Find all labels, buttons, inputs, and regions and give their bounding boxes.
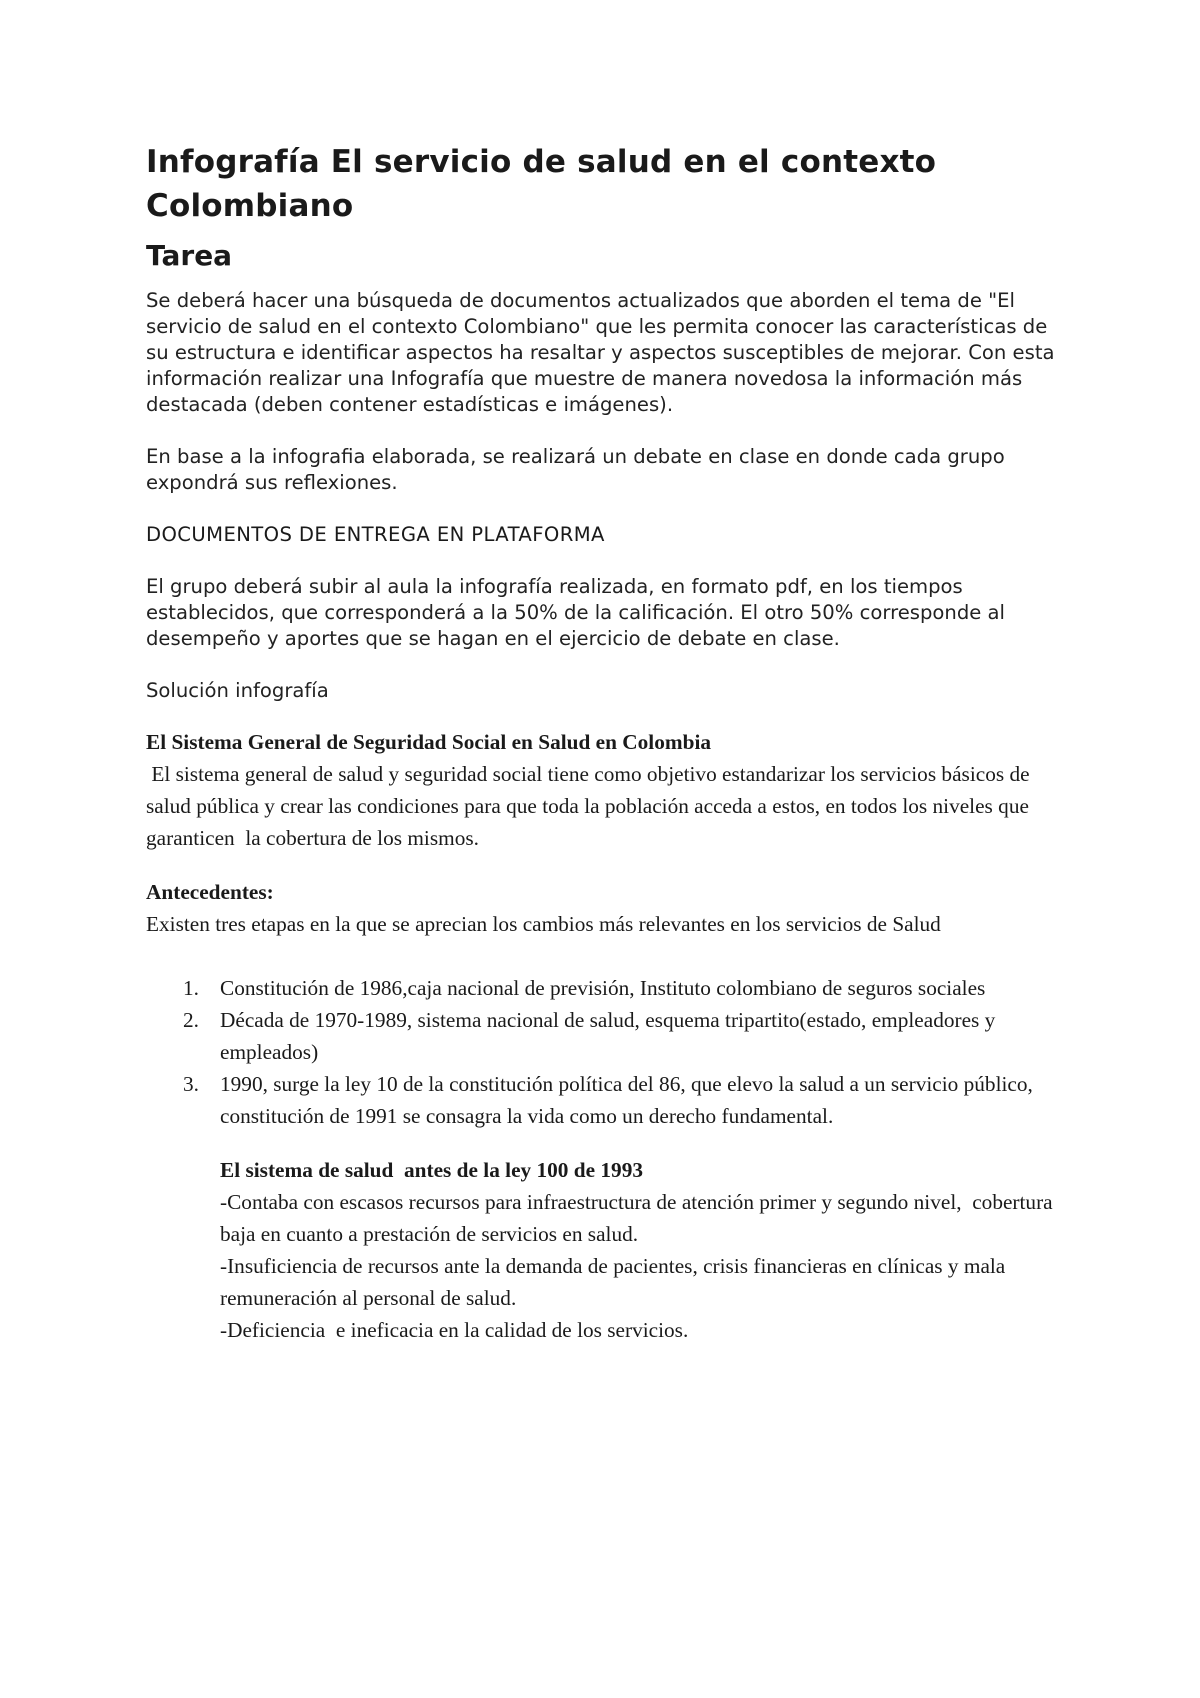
intro-paragraph: Se deberá hacer una búsqueda de documentos actualizados que aborden el tema de "El servicio de salud en el contexto Colombiano" que les permita conocer las características de su estructura e identificar aspectos ha resaltar y aspectos susceptibles de mejorar. Con esta información realizar una Infografía que muestre de manera novedosa la información más destacada (deben contener estadísticas e imágenes). — [146, 289, 1055, 416]
before-law-point: -Deficiencia e ineficacia en la calidad de los servicios. — [220, 1318, 689, 1342]
list-item — [146, 1068, 1076, 1132]
stages-list — [146, 972, 1076, 1132]
document-page — [146, 140, 1076, 1346]
task-heading: Tarea — [146, 239, 233, 272]
list-item-number: 2. — [183, 1008, 199, 1032]
before-law-point: -Insuficiencia de recursos ante la demanda de pacientes, crisis financieras en clínicas y mala remuneración al personal de salud. — [220, 1254, 1006, 1310]
background-heading: Antecedentes: — [146, 880, 274, 904]
delivery-paragraph: El grupo deberá subir al aula la infografía realizada, en formato pdf, en los tiempos establecidos, que corresponderá a la 50% de la calificación. El otro 50% corresponde al desempeño y aportes que se hagan en el ejercicio de debate en clase. — [146, 575, 1005, 650]
background-paragraph: Existen tres etapas en la que se aprecian los cambios más relevantes en los servicios de Salud — [146, 912, 941, 936]
document-title: Infografía El servicio de salud en el contexto Colombiano — [146, 144, 937, 224]
list-item-text: 1990, surge la ley 10 de la constitución política del 86, que elevo la salud a un servicio público, constitución de 1991 se consagra la vida como un derecho fundamental. — [220, 1072, 1033, 1128]
debate-paragraph: En base a la infografia elaborada, se realizará un debate en clase en donde cada grupo expondrá sus reflexiones. — [146, 445, 1005, 494]
solution-label: Solución infografía — [146, 679, 329, 702]
before-law-point: -Contaba con escasos recursos para infraestructura de atención primer y segundo nivel, cobertura baja en cuanto a prestación de servicios en salud. — [220, 1190, 1058, 1246]
list-item-number: 3. — [183, 1072, 199, 1096]
system-paragraph: El sistema general de salud y seguridad social tiene como objetivo estandarizar los servicios básicos de salud pública y crear las condiciones para que toda la población acceda a estos, en todos los niveles que garanticen la cobertura de los mismos. — [146, 762, 1045, 850]
delivery-heading: DOCUMENTOS DE ENTREGA EN PLATAFORMA — [146, 523, 605, 546]
before-law-heading: El sistema de salud antes de la ley 100 de 1993 — [220, 1158, 643, 1182]
list-item-text: Constitución de 1986,caja nacional de previsión, Instituto colombiano de seguros sociales — [220, 976, 986, 1000]
system-heading: El Sistema General de Seguridad Social en Salud en Colombia — [146, 730, 712, 754]
list-item-text: Década de 1970-1989, sistema nacional de salud, esquema tripartito(estado, empleadores y empleados) — [220, 1008, 996, 1064]
list-item — [146, 1004, 1076, 1068]
before-law-section — [146, 1154, 1076, 1346]
list-item — [146, 972, 1076, 1004]
list-item-number: 1. — [183, 976, 199, 1000]
